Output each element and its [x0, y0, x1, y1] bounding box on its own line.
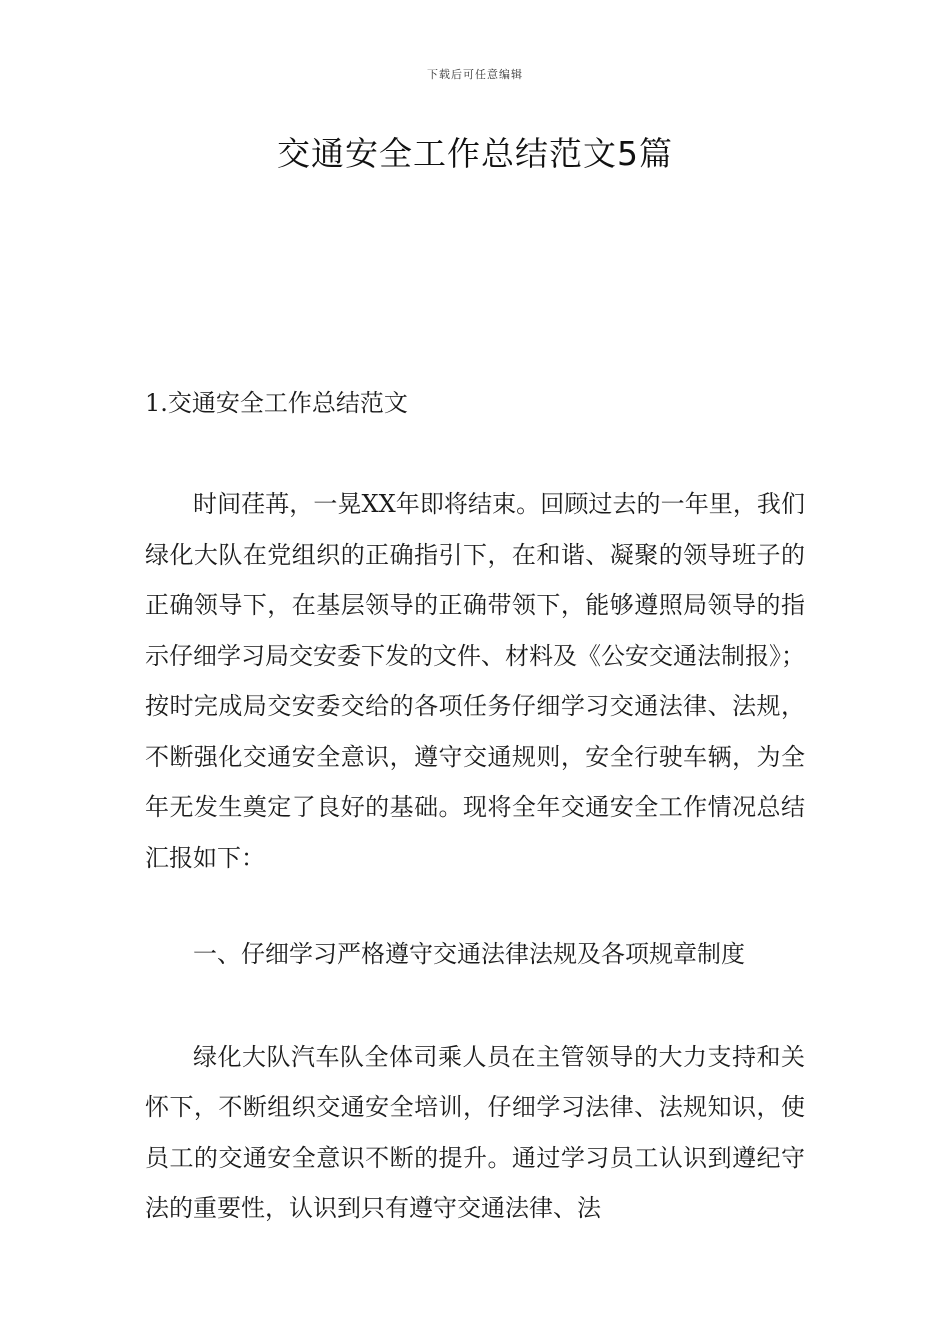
body-paragraph: 绿化大队汽车队全体司乘人员在主管领导的大力支持和关怀下，不断组织交通安全培训，仔细学习法律、法规知识，使员工的交通安全意识不断的提升。通过学习员工认识到遵纪守法的重要性，认识到只有遵守交通法律、法 [145, 1042, 805, 1222]
document-title: 交通安全工作总结范文5篇 [277, 134, 673, 173]
header-note: 下载后可任意编辑 [427, 68, 523, 81]
section-heading: 一、仔细学习严格遵守交通法律法规及各项规章制度 [193, 940, 745, 968]
document-body [145, 378, 805, 1234]
spacer [145, 883, 805, 929]
spacer [145, 428, 805, 479]
spacer [145, 980, 805, 1032]
section-title: 1.交通安全工作总结范文 [145, 389, 408, 417]
body-paragraph: 时间荏苒，一晃XX年即将结束。回顾过去的一年里，我们绿化大队在党组织的正确指引下，在和谐、凝聚的领导班子的正确领导下，在基层领导的正确带领下，能够遵照局领导的指示仔细学习局交安委下发的文件、材料及《公安交通法制报》；按时完成局交安委交给的各项任务仔细学习交通法律、法规，不断强化交通安全意识，遵守交通规则，安全行驶车辆，为全年无发生奠定了良好的基础。现将全年交通安全工作情况总结汇报如下： [145, 490, 805, 872]
